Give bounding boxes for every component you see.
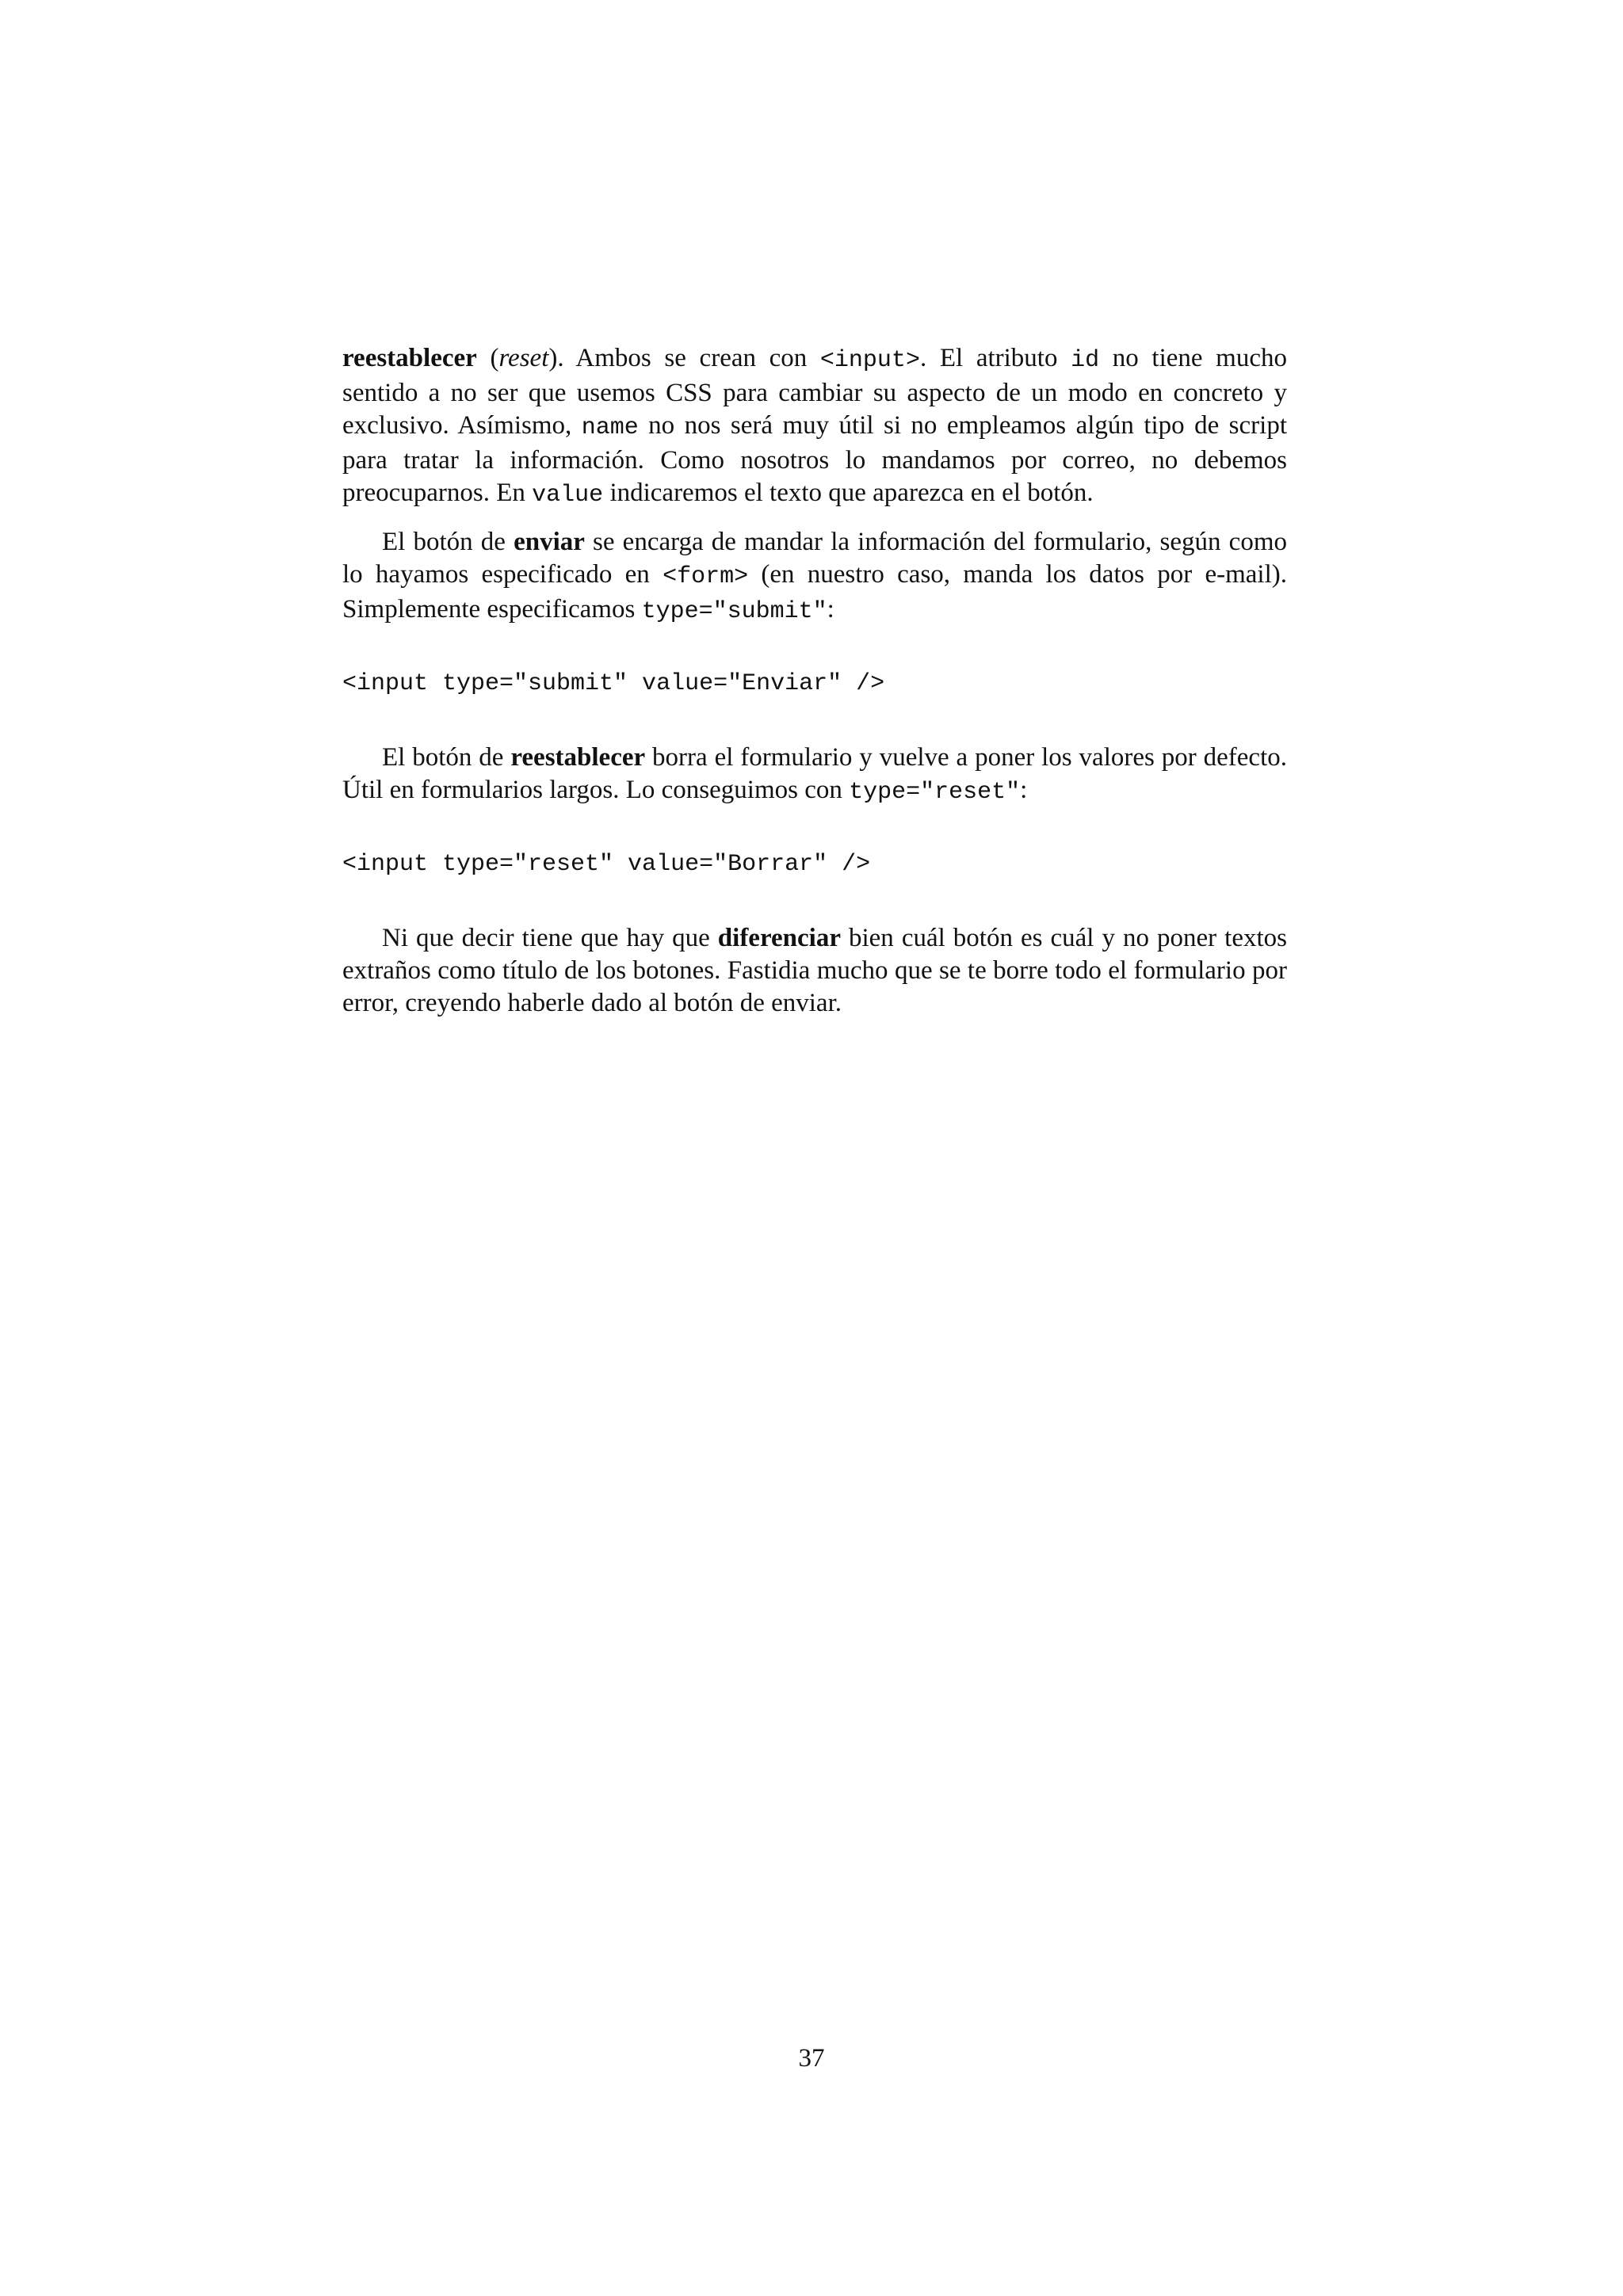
inline-code-form-tag: <form> xyxy=(663,563,749,590)
bold-term-enviar: enviar xyxy=(514,528,585,556)
italic-term-reset: reset xyxy=(498,344,549,372)
text-span: se encarga de mandar la información del formulario, según como lo hayamos especificado en xyxy=(342,528,1287,589)
text-span: no tiene mucho sentido a no ser que usemos CSS para cambiar su aspecto de un modo en concreto y exclusivo. Asímismo, xyxy=(342,344,1288,440)
paragraph-reset-intro xyxy=(342,342,1287,512)
page-body xyxy=(342,342,1287,1020)
text-span: El botón de xyxy=(382,528,514,556)
code-block-reset: <input type="reset" value="Borrar" /> xyxy=(342,851,871,878)
bold-term-reestablecer: reestablecer xyxy=(342,344,477,372)
bold-term-reestablecer-2: reestablecer xyxy=(510,743,646,772)
inline-code-type-submit: type="submit" xyxy=(641,598,827,625)
text-span: Ni que decir tiene que hay que xyxy=(382,924,718,952)
text-span: : xyxy=(1020,776,1028,804)
text-span: indicaremos el texto que aparezca en el botón. xyxy=(603,479,1094,507)
paragraph-enviar xyxy=(342,526,1287,628)
inline-code-type-reset: type="reset" xyxy=(849,779,1021,806)
inline-code-name: name xyxy=(581,414,639,441)
text-span: (en nuestro caso, manda los datos por e-mail). Simplemente especificamos xyxy=(342,560,1287,624)
page-number: 37 xyxy=(798,2044,825,2073)
paragraph-diferenciar xyxy=(342,922,1287,1020)
code-block-submit: <input type="submit" value="Enviar" /> xyxy=(342,670,885,697)
inline-code-value: value xyxy=(532,482,604,509)
text-span: El botón de xyxy=(382,743,511,772)
text-span: no nos será muy útil si no empleamos algún tipo de script para tratar la información. Como nosotros lo mandamos por correo, no debemos preocuparnos. En xyxy=(342,411,1287,507)
text-span: . El atributo xyxy=(919,344,1071,372)
text-span: bien cuál botón es cuál y no poner textos extraños como título de los botones. Fastidia mucho que se te borre todo el formulario por error, creyendo haberle dado al botón de enviar. xyxy=(342,924,1287,1017)
inline-code-id: id xyxy=(1071,347,1100,374)
paragraph-reestablecer xyxy=(342,742,1287,809)
text-span: : xyxy=(827,595,834,624)
text-span: ( xyxy=(476,344,499,372)
text-span: borra el formulario y vuelve a poner los valores por defecto. Útil en formularios largos. Lo conseguimos con xyxy=(342,743,1287,804)
bold-term-diferenciar: diferenciar xyxy=(717,924,841,952)
text-span: ). Ambos se crean con xyxy=(548,344,820,372)
inline-code-input-tag: <input> xyxy=(819,347,920,374)
